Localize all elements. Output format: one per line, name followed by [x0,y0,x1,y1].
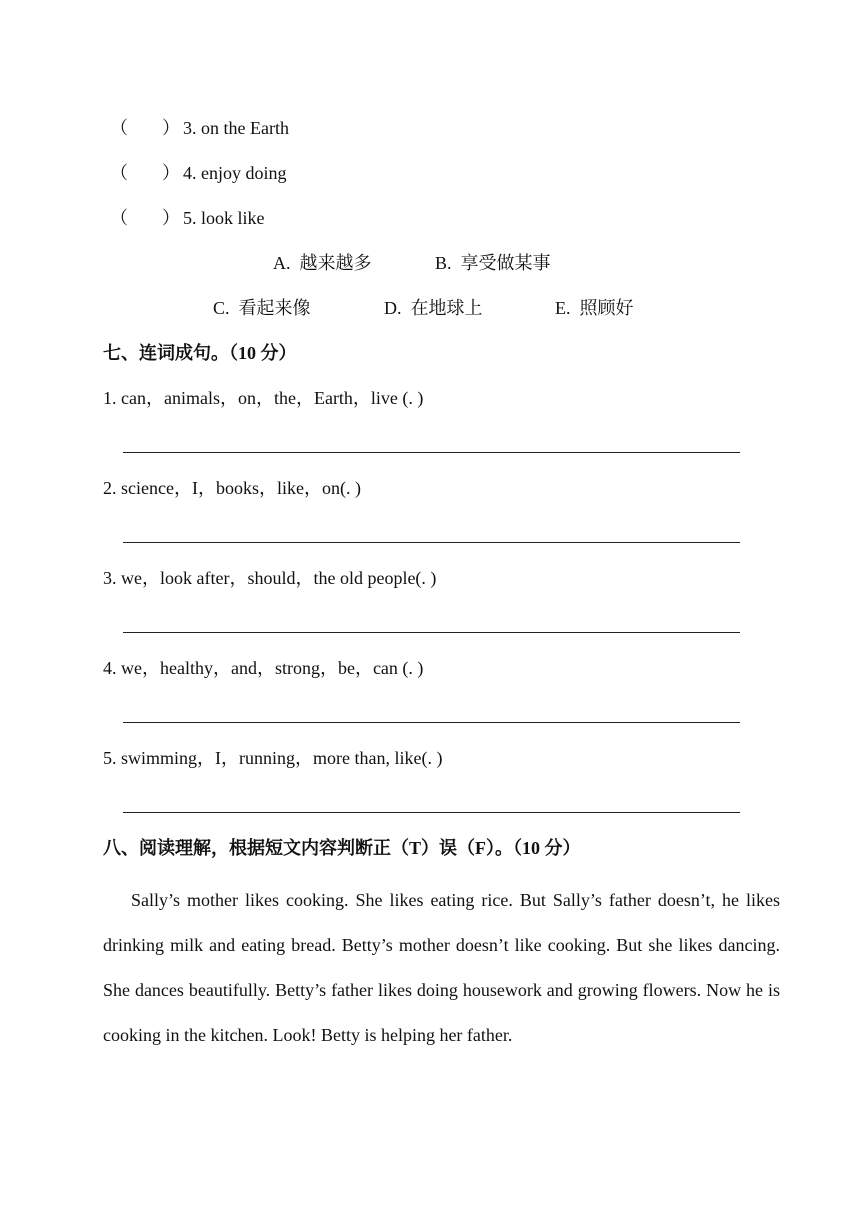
option-e [555,296,634,320]
item-text: on the Earth [201,118,289,138]
option-text: 照顾好 [579,298,634,318]
matching-item [183,206,265,230]
option-text: 在地球上 [410,298,483,318]
option-d [384,296,483,320]
option-c [213,296,311,320]
sentence-prompt: 5. swimming，I，running，more than, like(. ) [103,748,443,768]
option-b [435,251,551,275]
option-letter: C. [213,298,230,318]
bracket-close: ） [162,208,180,228]
bracket-open: （ [110,163,128,183]
option-letter: D. [384,298,402,318]
bracket-open: （ [110,208,128,228]
answer-bracket[interactable] [110,161,180,185]
matching-item [183,161,287,185]
answer-line[interactable] [123,812,740,813]
item-number: 3. [183,118,197,138]
sentence-prompt: 1. can，animals，on，the，Earth，live (. ) [103,388,424,408]
bracket-open: （ [110,118,128,138]
item-text: enjoy doing [201,163,287,183]
section-7-title: 七、连词成句。（10 分） [103,343,297,363]
item-text: look like [201,208,265,228]
reading-passage: Sally’s mother likes cooking. She likes eating rice. But Sally’s father doesn’t, he likes drinking milk and eating bread. Betty’s mother doesn’t like cooking. But she likes dancing. She dances beautifully. Betty’s father likes doing housework and growing flowers. Now he is cooking in the kitchen. Look! Betty is helping her father. [103,890,780,1045]
option-a [273,251,372,275]
item-number: 4. [183,163,197,183]
answer-line[interactable] [123,452,740,453]
option-text: 享受做某事 [460,253,551,273]
option-text: 看起来像 [238,298,311,318]
sentence-prompt: 3. we，look after，should，the old people(. ) [103,568,437,588]
bracket-close: ） [162,163,180,183]
option-letter: A. [273,253,291,273]
item-number: 5. [183,208,197,228]
sentence-prompt: 4. we，healthy，and，strong，be，can (. ) [103,658,424,678]
matching-item [183,116,289,140]
option-text: 越来越多 [299,253,372,273]
answer-line[interactable] [123,542,740,543]
answer-line[interactable] [123,632,740,633]
bracket-close: ） [162,118,180,138]
answer-bracket[interactable] [110,116,180,140]
section-8-title: 八、阅读理解，根据短文内容判断正（T）误（F）。（10 分） [103,838,581,858]
option-letter: E. [555,298,571,318]
answer-bracket[interactable] [110,206,180,230]
option-letter: B. [435,253,452,273]
sentence-prompt: 2. science，I，books，like，on(. ) [103,478,361,498]
answer-line[interactable] [123,722,740,723]
